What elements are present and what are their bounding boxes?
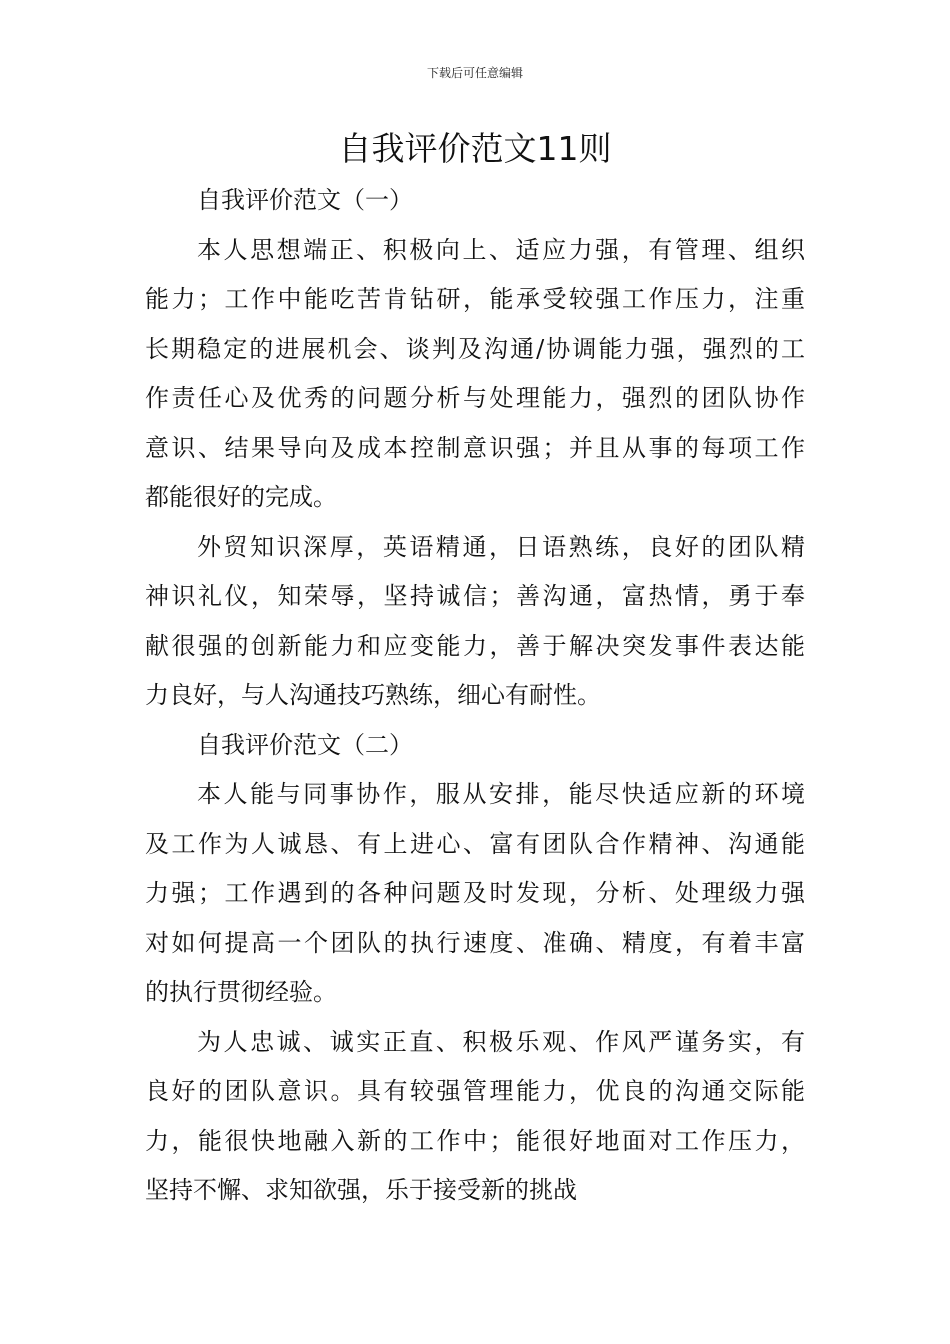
document-title: 自我评价范文11则 [338, 129, 612, 168]
text-line: 为人忠诚、诚实正直、积极乐观、作风严谨务实，有 [197, 1027, 805, 1056]
section-1-paragraph-2 [145, 523, 805, 721]
text-line: 力，能很快地融入新的工作中；能很好地面对工作压力， [145, 1126, 805, 1155]
text-line: 本人能与同事协作，服从安排，能尽快适应新的环境 [197, 780, 805, 808]
document-body [145, 176, 805, 1216]
section-heading-1: 自我评价范文（一） [197, 186, 413, 214]
text-line: 外贸知识深厚，英语精通，日语熟练，良好的团队精 [197, 532, 805, 561]
section-1-paragraph-1 [145, 226, 805, 523]
text-line: 的执行贯彻经验。 [145, 978, 337, 1006]
text-line: 及工作为人诚恳、有上进心、富有团队合作精神、沟通能 [145, 829, 805, 858]
text-line: 都能很好的完成。 [145, 483, 337, 511]
text-line: 力强；工作遇到的各种问题及时发现，分析、处理级力强 [145, 879, 805, 907]
text-line: 力良好，与人沟通技巧熟练，细心有耐性。 [145, 681, 601, 709]
section-2-paragraph-1 [145, 770, 805, 1018]
text-line: 坚持不懈、求知欲强，乐于接受新的挑战 [145, 1176, 577, 1204]
text-line: 作责任心及优秀的问题分析与处理能力，强烈的团队协作 [145, 384, 805, 412]
section-2-paragraph-2 [145, 1018, 805, 1216]
text-line: 本人思想端正、积极向上、适应力强，有管理、组织 [197, 235, 805, 264]
text-line: 长期稳定的进展机会、谈判及沟通/协调能力强，强烈的工 [145, 334, 805, 363]
text-line: 良好的团队意识。具有较强管理能力，优良的沟通交际能 [145, 1077, 805, 1105]
header-note: 下载后可任意编辑 [426, 66, 523, 80]
section-heading-2: 自我评价范文（二） [197, 730, 413, 759]
text-line: 意识、结果导向及成本控制意识强；并且从事的每项工作 [145, 433, 805, 462]
text-line: 对如何提高一个团队的执行速度、准确、精度，有着丰富 [145, 928, 805, 957]
text-line: 能力；工作中能吃苦肯钻研，能承受较强工作压力，注重 [145, 285, 805, 313]
text-line: 献很强的创新能力和应变能力，善于解决突发事件表达能 [145, 631, 805, 660]
text-line: 神识礼仪，知荣辱，坚持诚信；善沟通，富热情，勇于奉 [145, 582, 805, 610]
